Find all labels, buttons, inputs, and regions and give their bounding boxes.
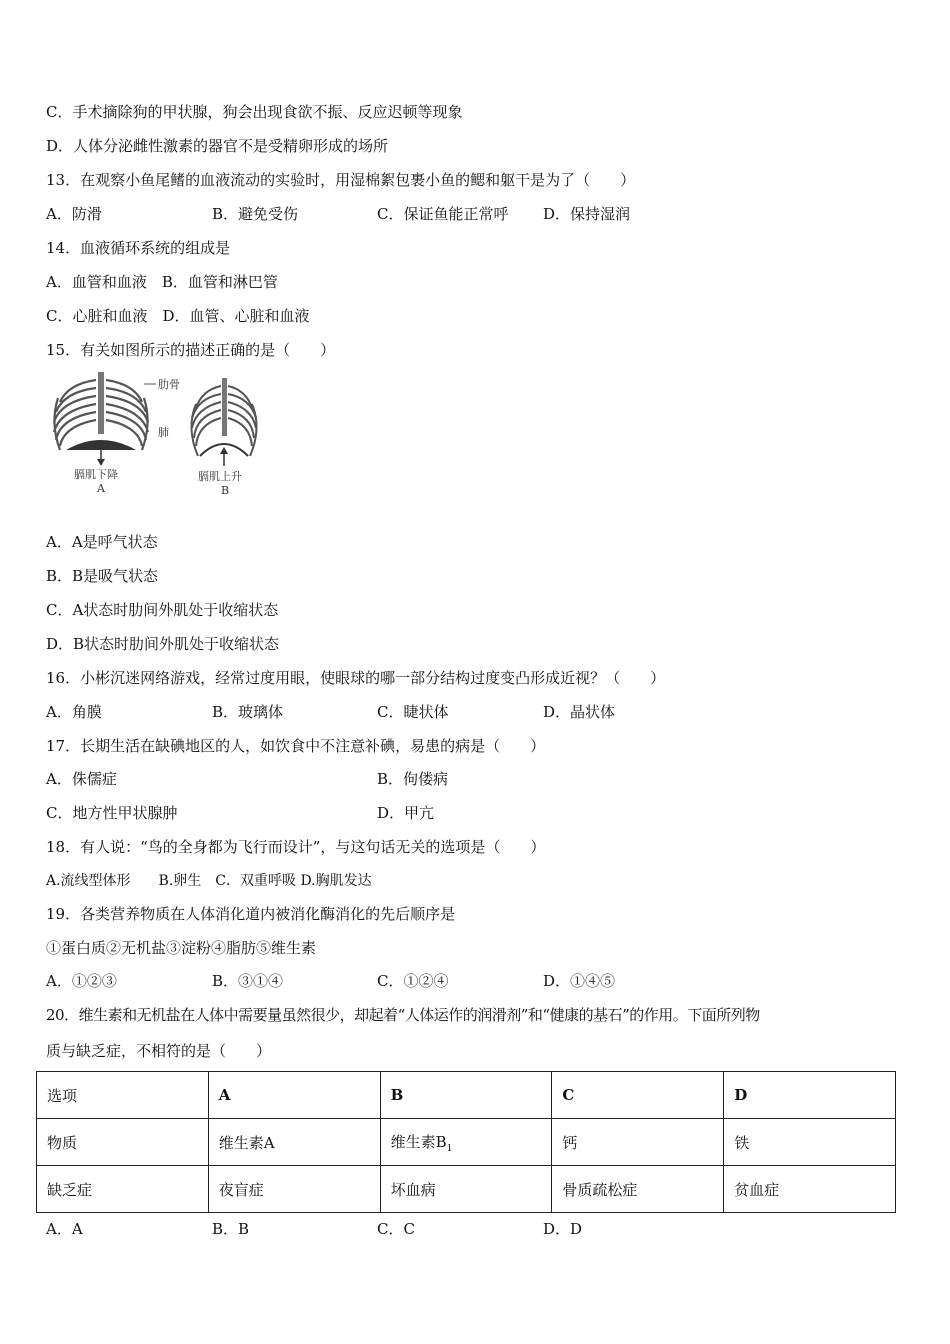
label-ribs: 肋骨	[158, 378, 180, 391]
table-cell: 贫血症	[724, 1166, 896, 1213]
q20-stem-line1: 20．维生素和无机盐在人体中需要量虽然很少，却起着“人体运作的润滑剂”和“健康的基石”的作用。下面所列物	[46, 1006, 760, 1024]
table-cell: 维生素A	[208, 1119, 380, 1166]
q16-option-d: D．晶状体	[543, 703, 616, 721]
q19-option-b: B．③①④	[212, 972, 284, 990]
q19-stem: 19．各类营养物质在人体消化道内被消化酶消化的先后顺序是	[46, 905, 456, 923]
q12-option-c: C．手术摘除狗的甲状腺，狗会出现食欲不振、反应迟顿等现象	[46, 103, 463, 121]
q16-option-c: C．睫状体	[377, 703, 449, 721]
q16-option-b: B．玻璃体	[212, 703, 284, 721]
vitamin-b-subscript: 1	[446, 1143, 453, 1154]
q20-stem-line2: 质与缺乏症，不相符的是（ ）	[46, 1042, 272, 1060]
q20-option-d: D．D	[543, 1220, 583, 1238]
caption-a: 膈肌下降	[74, 468, 118, 481]
q20-option-c: C．C	[377, 1220, 415, 1238]
q19-items: ①蛋白质②无机盐③淀粉④脂肪⑤维生素	[46, 939, 317, 957]
label-lung: 肺	[158, 426, 169, 439]
table-cell: 物质	[37, 1119, 209, 1166]
table-cell: A	[208, 1072, 380, 1119]
table-row	[37, 1119, 896, 1166]
q20-option-a: A．A	[46, 1220, 83, 1238]
q19-option-a: A．①②③	[46, 972, 117, 990]
diaphragm-a	[66, 440, 136, 450]
q15-stem: 15．有关如图所示的描述正确的是（ ）	[46, 341, 336, 359]
q13-option-b: B．避免受伤	[212, 205, 299, 223]
q17-option-c: C．地方性甲状腺肿	[46, 804, 178, 822]
table-cell: 钙	[552, 1119, 724, 1166]
q17-option-a: A．侏儒症	[46, 770, 117, 788]
q14-stem: 14．血液循环系统的组成是	[46, 239, 231, 257]
table-cell: C	[552, 1072, 724, 1119]
q15-option-a: A．A是呼气状态	[46, 533, 158, 551]
q19-option-c: C．①②④	[377, 972, 449, 990]
q13-stem: 13．在观察小鱼尾鳍的血液流动的实验时，用湿棉絮包裹小鱼的鳃和躯干是为了（ ）	[46, 171, 636, 189]
q16-stem: 16．小彬沉迷网络游戏，经常过度用眼，使眼球的哪一部分结构过度变凸形成近视？（ ）	[46, 669, 666, 687]
arrow-head-b	[220, 447, 228, 454]
table-cell: B	[380, 1072, 552, 1119]
table-cell: 坏血病	[380, 1166, 552, 1213]
q18-options: A.流线型体形 B.卵生 C．双重呼吸 D.胸肌发达	[46, 873, 372, 889]
table-cell: 夜盲症	[208, 1166, 380, 1213]
caption-b: 膈肌上升	[198, 470, 242, 483]
table-cell: 缺乏症	[37, 1166, 209, 1213]
q17-option-b: B．佝偻病	[377, 770, 449, 788]
q13-option-d: D．保持湿润	[543, 205, 631, 223]
q15-option-c: C．A状态时肋间外肌处于收缩状态	[46, 601, 279, 619]
table-row	[37, 1166, 896, 1213]
vitamin-b-text: 维生素B	[390, 1132, 447, 1151]
q14-options-ab: A．血管和血液 B．血管和淋巴管	[46, 273, 278, 291]
vitamin-mineral-table	[36, 1071, 896, 1213]
q15-option-d: D．B状态时肋间外肌处于收缩状态	[46, 635, 280, 653]
q13-option-a: A．防滑	[46, 205, 102, 223]
q12-option-d: D．人体分泌雌性激素的器官不是受精卵形成的场所	[46, 137, 389, 155]
table-cell: 骨质疏松症	[552, 1166, 724, 1213]
q16-option-a: A．角膜	[46, 703, 102, 721]
table-row	[37, 1072, 896, 1119]
q15-option-b: B．B是吸气状态	[46, 567, 159, 585]
q13-option-c: C．保证鱼能正常呼	[377, 205, 509, 223]
table-cell	[380, 1119, 552, 1166]
table-cell: 选项	[37, 1072, 209, 1119]
q18-stem: 18．有人说：“鸟的全身都为飞行而设计”，与这句话无关的选项是（ ）	[46, 838, 546, 856]
rib-cage-a-figure	[54, 372, 148, 450]
letter-b: B	[221, 484, 230, 497]
q14-options-cd: C．心脏和血液 D．血管、心脏和血液	[46, 307, 310, 325]
arrow-head-a	[97, 459, 105, 466]
table-cell: 铁	[724, 1119, 896, 1166]
q20-option-b: B．B	[212, 1220, 250, 1238]
q19-option-d: D．①④⑤	[543, 972, 616, 990]
letter-a: A	[97, 482, 105, 495]
q17-option-d: D．甲亢	[377, 804, 435, 822]
q17-stem: 17．长期生活在缺碘地区的人，如饮食中不注意补碘，易患的病是（ ）	[46, 737, 546, 755]
thorax-figure	[46, 368, 276, 503]
table-cell: D	[724, 1072, 896, 1119]
